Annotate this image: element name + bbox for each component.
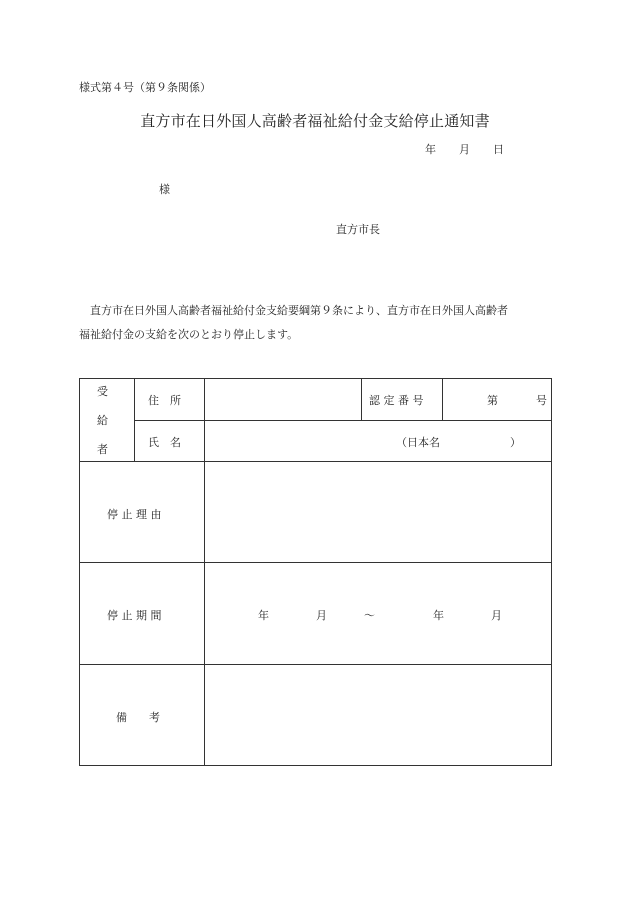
document-title: 直方市在日外国人高齢者福祉給付金支給停止通知書 [140,112,490,130]
recipient-label-char-1: 受 [97,385,108,398]
date-year-label: 年 [425,143,436,156]
period-end-year: 年 [433,609,444,622]
japanese-name-open: （日本名 [396,436,440,449]
recipient-label-char-2: 給 [97,414,108,427]
period-start-month: 月 [316,609,327,622]
recipient-honorific: 様 [159,183,170,196]
date-day-label: 日 [493,143,504,156]
cert-number-prefix: 第 [487,394,498,407]
notice-body-line-1: 直方市在日外国人高齢者福祉給付金支給要綱第９条により、直方市在日外国人高齢者 [90,304,508,317]
period-end-month: 月 [491,609,502,622]
suspension-reason-label: 停 止 理 由 [107,508,162,521]
cert-number-label: 認 定 番 号 [369,394,424,407]
date-month-label: 月 [459,143,470,156]
suspension-period-label: 停 止 期 間 [107,609,162,622]
notice-body [79,299,559,347]
name-label: 氏 名 [148,436,181,449]
form-number: 様式第４号（第９条関係） [79,81,211,94]
period-tilde: ～ [364,609,375,622]
recipient-label-char-3: 者 [97,443,108,456]
cert-number-suffix: 号 [536,394,547,407]
remarks-label: 備 考 [116,711,160,724]
period-start-year: 年 [258,609,269,622]
notice-body-line-2: 福祉給付金の支給を次のとおり停止します。 [79,328,299,341]
japanese-name-close: ） [510,436,521,449]
address-label: 住 所 [148,394,181,407]
issuer-name: 直方市長 [336,223,380,236]
